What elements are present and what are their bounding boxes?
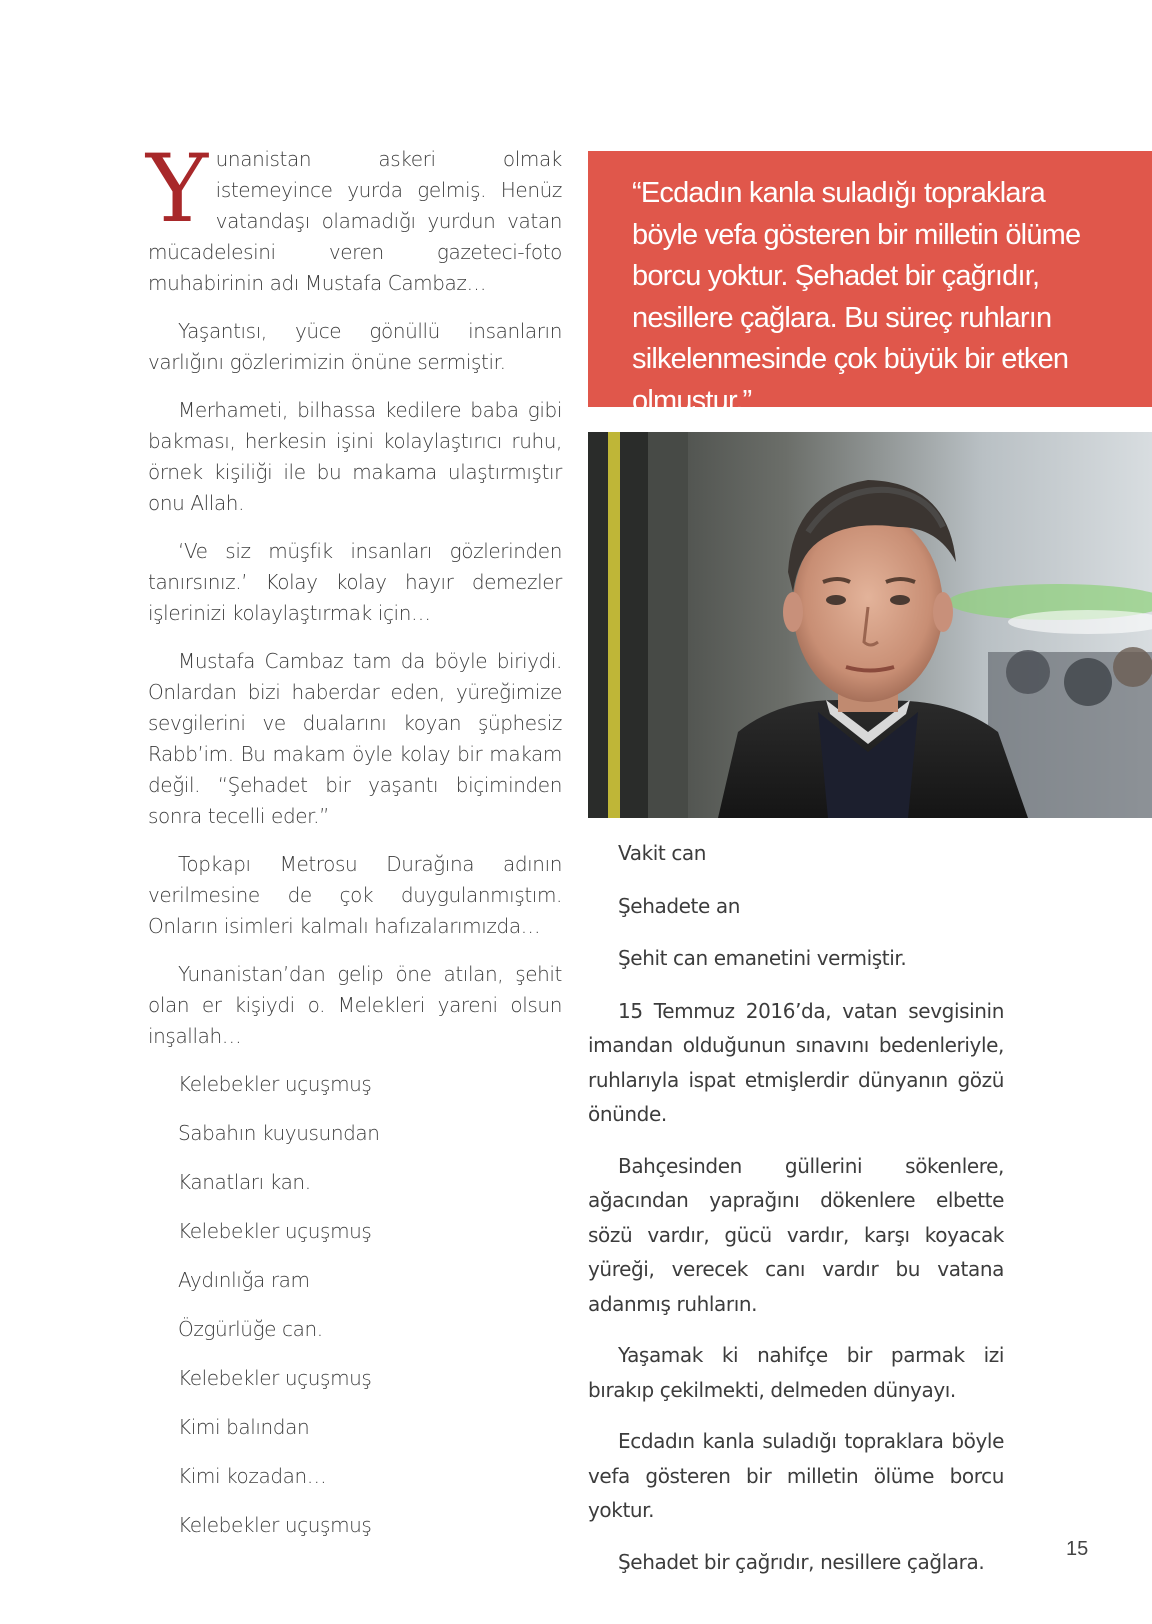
body-paragraph: Ecdadın kanla suladığı topraklara böyle vefa gösteren bir milletin ölüme borcu yoktur.	[588, 1429, 1004, 1522]
body-paragraph: Şehadet bir çağrıdır, nesillere çağlara.	[618, 1549, 985, 1574]
left-column	[146, 135, 562, 1559]
poem	[148, 1069, 562, 1541]
poem-line: Kelebekler uçuşmuş	[178, 1513, 372, 1537]
body-paragraph: Topkapı Metrosu Durağına adının verilmesine de çok duygulanmıştım. Onların isimleri kalmalı hafızalarımızda…	[148, 852, 562, 938]
poem-line: Aydınlığa ram	[178, 1268, 310, 1292]
poem-line: Kanatları kan.	[178, 1170, 311, 1194]
body-paragraph: Yaşantısı, yüce gönüllü insanların varlığını gözlerimizin önüne sermiştir.	[148, 319, 562, 374]
intro-paragraph	[146, 135, 562, 299]
short-lines	[588, 836, 1004, 976]
body-paragraph: Yaşamak ki nahifçe bir parmak izi bırakıp çekilmekti, delmeden dünyayı.	[588, 1343, 1004, 1402]
body-paragraph: Merhameti, bilhassa kedilere baba gibi bakması, herkesin işini kolaylaştırıcı ruhu, örnek kişiliği ile bu makama ulaştırmıştır onu Allah.	[148, 398, 562, 515]
body-paragraph: Yunanistan’dan gelip öne atılan, şehit olan er kişiydi o. Melekleri yareni olsun inşallah…	[148, 962, 562, 1048]
poem-line: Kelebekler uçuşmuş	[178, 1219, 372, 1243]
poem-line: Kimi balından	[178, 1415, 310, 1439]
short-line: Vakit can	[618, 841, 707, 865]
body-paragraph: Bahçesinden güllerini sökenlere, ağacından yaprağını dökenlere elbette sözü vardır, gücü vardır, karşı koyacak yüreği, verecek canı vardır bu vatana adanmış ruhların.	[588, 1153, 1004, 1316]
pull-quote-text: “Ecdadın kanla suladığı topraklara böyle vefa gösteren bir milletin ölüme borcu yoktur. Şehadet bir çağrıdır, nesillere çağlara. Bu süreç ruhların silkelenmesinde çok büyük bir etken olmuştur.”	[632, 177, 1081, 417]
page-number: 15	[1066, 1538, 1089, 1560]
short-line: Şehit can emanetini vermiştir.	[618, 946, 907, 970]
portrait-image	[588, 432, 1152, 818]
portrait-photo	[588, 432, 1152, 818]
body-paragraph: Mustafa Cambaz tam da böyle biriydi. Onlardan bizi haberdar eden, yüreğimize sevgilerini ve dualarını koyan şüphesiz Rabb’im. Bu makam öyle kolay bir makam değil. “Şehadet bir yaşantı biçiminden sonra tecelli eder.”	[148, 649, 562, 828]
short-line: Şehadete an	[618, 893, 740, 918]
body-paragraph: 15 Temmuz 2016’da, vatan sevgisinin imandan olduğunun sınavını bedenleriyle, ruhlarıyla ispat etmişlerdir dünyanın gözü önünde.	[588, 998, 1004, 1126]
poem-line: Kimi kozadan…	[178, 1464, 327, 1488]
poem-line: Sabahın kuyusundan	[178, 1121, 380, 1145]
drop-cap: Y	[146, 135, 208, 244]
pull-quote-box	[588, 151, 1152, 417]
body-paragraph: ‘Ve siz müşfik insanları gözlerinden tanırsınız.’ Kolay kolay hayır demezler işlerinizi kolaylaştırmak için…	[148, 539, 562, 625]
poem-line: Kelebekler uçuşmuş	[178, 1366, 372, 1390]
poem-line: Kelebekler uçuşmuş	[178, 1072, 372, 1096]
intro-text: unanistan askeri olmak istemeyince yurda gelmiş. Henüz vatandaşı olamadığı yurdun vatan mücadelesini veren gazeteci-foto muhabirinin adı Mustafa Cambaz…	[148, 147, 562, 295]
poem-line: Özgürlüğe can.	[178, 1317, 323, 1341]
right-column	[588, 836, 1004, 1596]
